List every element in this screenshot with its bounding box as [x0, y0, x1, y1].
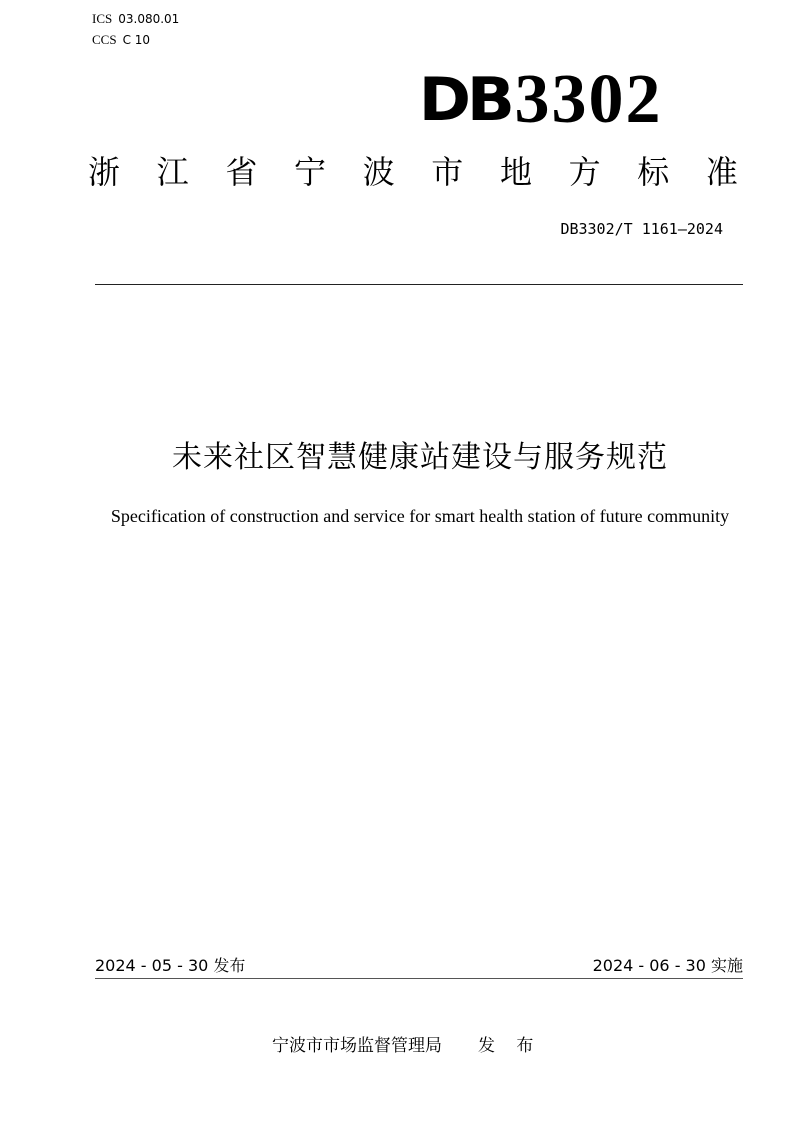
header-divider	[95, 284, 743, 285]
standard-type-char: 省	[225, 153, 258, 191]
standard-type-heading	[88, 152, 738, 192]
standard-type-char: 地	[499, 153, 532, 191]
footer-divider	[95, 978, 743, 979]
ccs-classification	[92, 32, 150, 48]
standard-number: DB3302/T 1161—2024	[560, 220, 723, 238]
standard-type-char: 标	[637, 153, 670, 191]
standard-type-char: 波	[362, 153, 395, 191]
standard-type-char: 方	[568, 153, 601, 191]
standard-type-char: 江	[156, 153, 189, 191]
standard-type-char: 浙	[88, 153, 121, 191]
db-logo-number: 3302	[514, 61, 663, 138]
db-logo-prefix: DB	[418, 65, 511, 135]
standard-type-char: 市	[431, 153, 464, 191]
ics-code: 03.080.01	[118, 12, 180, 26]
issuer-action: 发 布	[478, 1036, 542, 1056]
standard-type-char: 准	[705, 153, 738, 191]
ics-classification	[92, 11, 179, 27]
ccs-label: CCS	[92, 32, 117, 47]
ccs-code: C 10	[122, 33, 151, 47]
publish-date: 2024 - 05 - 30 发布	[95, 956, 246, 975]
db-logo	[418, 61, 663, 138]
ics-label: ICS	[92, 11, 113, 26]
issuing-authority	[272, 1034, 541, 1058]
standard-type-char: 宁	[293, 153, 326, 191]
implementation-date: 2024 - 06 - 30 实施	[592, 956, 743, 975]
issuer-name: 宁波市市场监督管理局	[272, 1036, 442, 1056]
document-title-english: Specification of construction and service for smart health station of future community	[110, 506, 730, 526]
document-title-chinese: 未来社区智慧健康站建设与服务规范	[172, 440, 668, 475]
